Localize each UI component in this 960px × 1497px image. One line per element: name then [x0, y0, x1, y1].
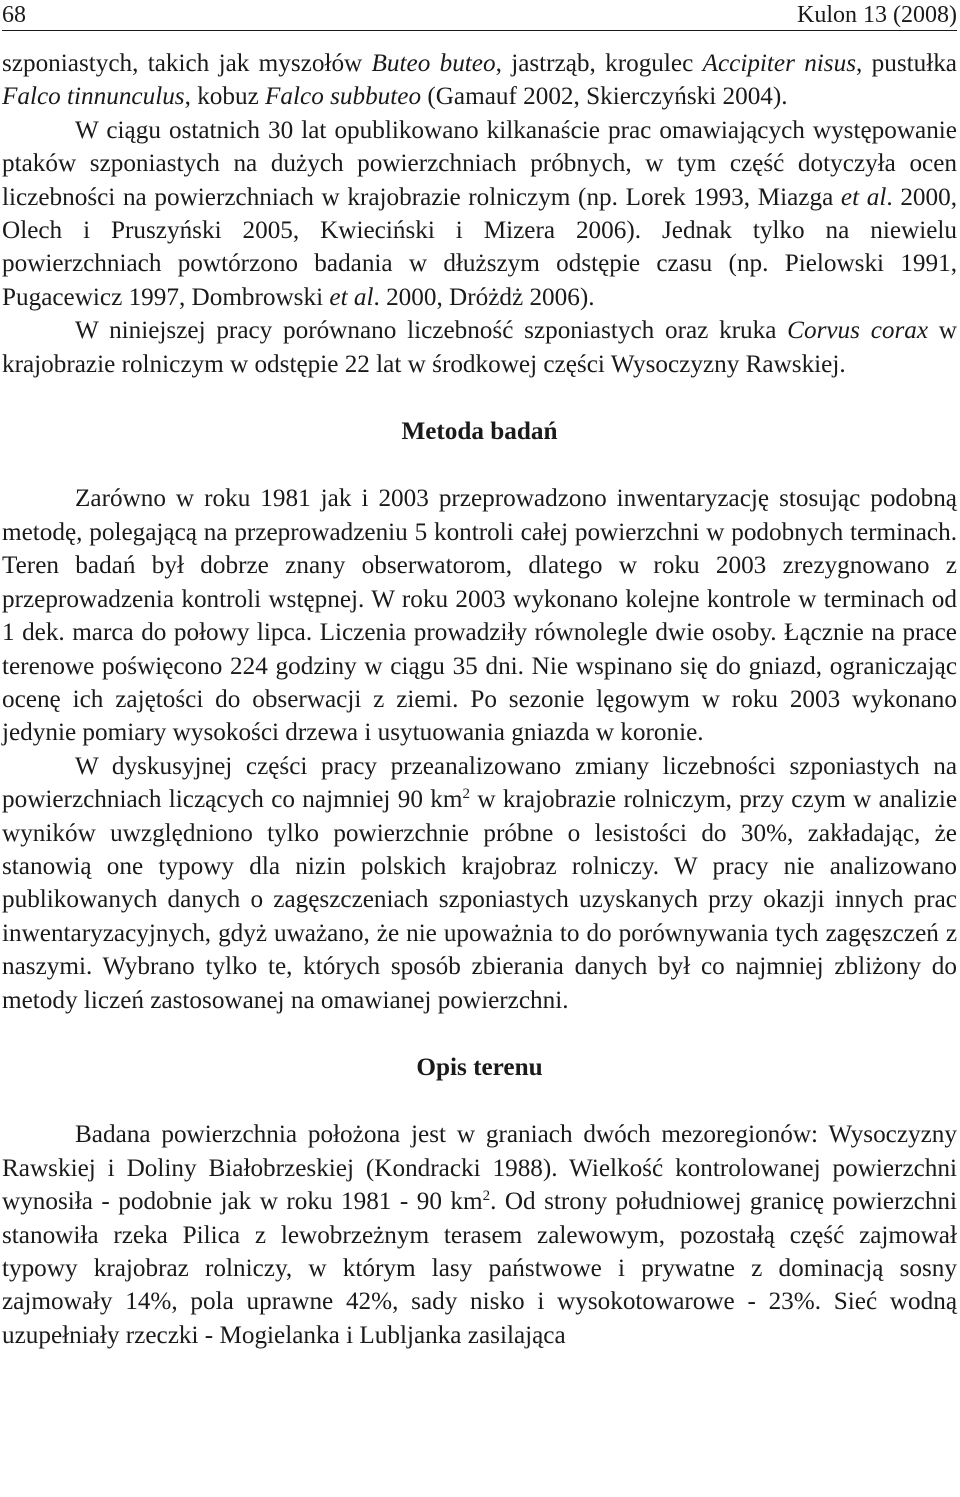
superscript: 2 [482, 1188, 491, 1205]
superscript: 2 [462, 786, 470, 803]
methods-paragraph-1: Zarówno w roku 1981 jak i 2003 przeprowadzono inwentaryzację stosując podobną metodę, polegającą na przeprowadzeniu 5 kontroli całej powierzchni w podobnych terminach. Teren badań był dobrze znany obserwatorom, dlatego w roku 2003 zrezygnowano z przeprowadzenia kontroli wstępnej. W roku 2003 wykonano kolejne kontrole w terminach od 1 dek. marca do połowy lipca. Liczenia prowadziły równolegle dwie osoby. Łącznie na prace terenowe poświęcono 224 godziny w ciągu 35 dni. Nie wspinano się do gniazd, ograniczając ocenę ich zajętości do obserwacji z ziemi. Po sezonie lęgowym w roku 2003 wykonano jedynie pomiary wysokości drzewa i usytuowania gniazda w koronie. [2, 485, 957, 747]
area-paragraph-1: Badana powierzchnia położona jest w graniach dwóch mezoregionów: Wysoczyzny Rawskiej i Doliny Białobrzeskiej (Kondracki 1988). Wielkość kontrolowanej powierzchni wynosiła - podobnie jak w roku 1981 - 90 $km^2$. Od strony południowej granicę powierzchni stanowiła rzeka Pilica z lewobrzeżnym terasem zalewowym, pozostałą część zajmował typowy krajobraz rolniczy, w którym lasy państwowe i prywatne z dominacją sosny zajmowały 14%, pola uprawne 42%, sady nisko i wysokotowarowe - 23%. Sieć wodną uzupełniały rzeczki - Mogielanka i Lubljanka zasilająca [2, 1121, 957, 1349]
species-name: Corvus corax [787, 317, 929, 345]
intro-paragraph-2: W ciągu ostatnich 30 lat opublikowano kilkanaście prac omawiających występowanie ptaków szponiastych na dużych powierzchniach próbnych, w tym część dotyczyła ocen liczebności na powierzchniach w krajobrazie rolniczym (np. Lorek 1993, Miazga et al. 2000, Olech i Pruszyński 2005, Kwieciński i Mizera 2006). Jednak tylko na niewielu powierzchniach powtórzono badania w dłuższym odstępie czasu (np. Pielowski 1991, Pugacewicz 1997, Dombrowski et al. 2000, Dróżdż 2006). [2, 116, 957, 311]
section-heading-study-area: Opis terenu [416, 1053, 543, 1081]
methods-paragraph-2: W dyskusyjnej części pracy przeanalizowano zmiany liczebności szponiastych na powierzchniach liczących co najmniej 90 $km^2$ w krajobrazie rolniczym, przy czym w analizie wyników uwzględniono tylko powierzchnie próbne o lesistości do 30%, zakładając, że stanowią one typowy dla nizin polskich krajobraz rolniczy. W pracy nie analizowano publikowanych danych o zagęszczeniach szponiastych uzyskanych przy okazji innych prac inwentaryzacyjnych, gdyż uważano, że nie upoważnia to do porównywania tych zagęszczeń z naszymi. Wybrano tylko te, których sposób zbierania danych był co najmniej zbliżony do metody liczeń zastosowanej na omawianej powierzchni. [2, 752, 957, 1014]
article-body [2, 31, 957, 1352]
species-name: Buteo buteo [371, 50, 496, 77]
species-name: Falco subbuteo [265, 83, 422, 111]
et-al: et al [840, 183, 887, 211]
species-name: Accipiter nisus [702, 50, 857, 77]
page-number: 68 [2, 2, 26, 28]
intro-paragraph-3: W niniejszej pracy porównano liczebność szponiastych oraz kruka Corvus corax w krajobrazie rolniczym w odstępie 22 lat w środkowej części Wysoczyzny Rawskiej. [2, 317, 957, 378]
et-al: et al [329, 283, 374, 311]
species-name: Falco tinnunculus [2, 83, 185, 111]
journal-citation: Kulon 13 (2008) [797, 2, 957, 28]
running-head [2, 2, 957, 31]
section-heading-methods: Metoda badań [401, 418, 558, 446]
intro-paragraph-1: szponiastych, takich jak myszołów Buteo buteo, jastrząb, krogulec Accipiter nisus, pustułka Falco tinnunculus, kobuz Falco subbuteo (Gamauf 2002, Skierczyński 2004). [2, 50, 957, 111]
